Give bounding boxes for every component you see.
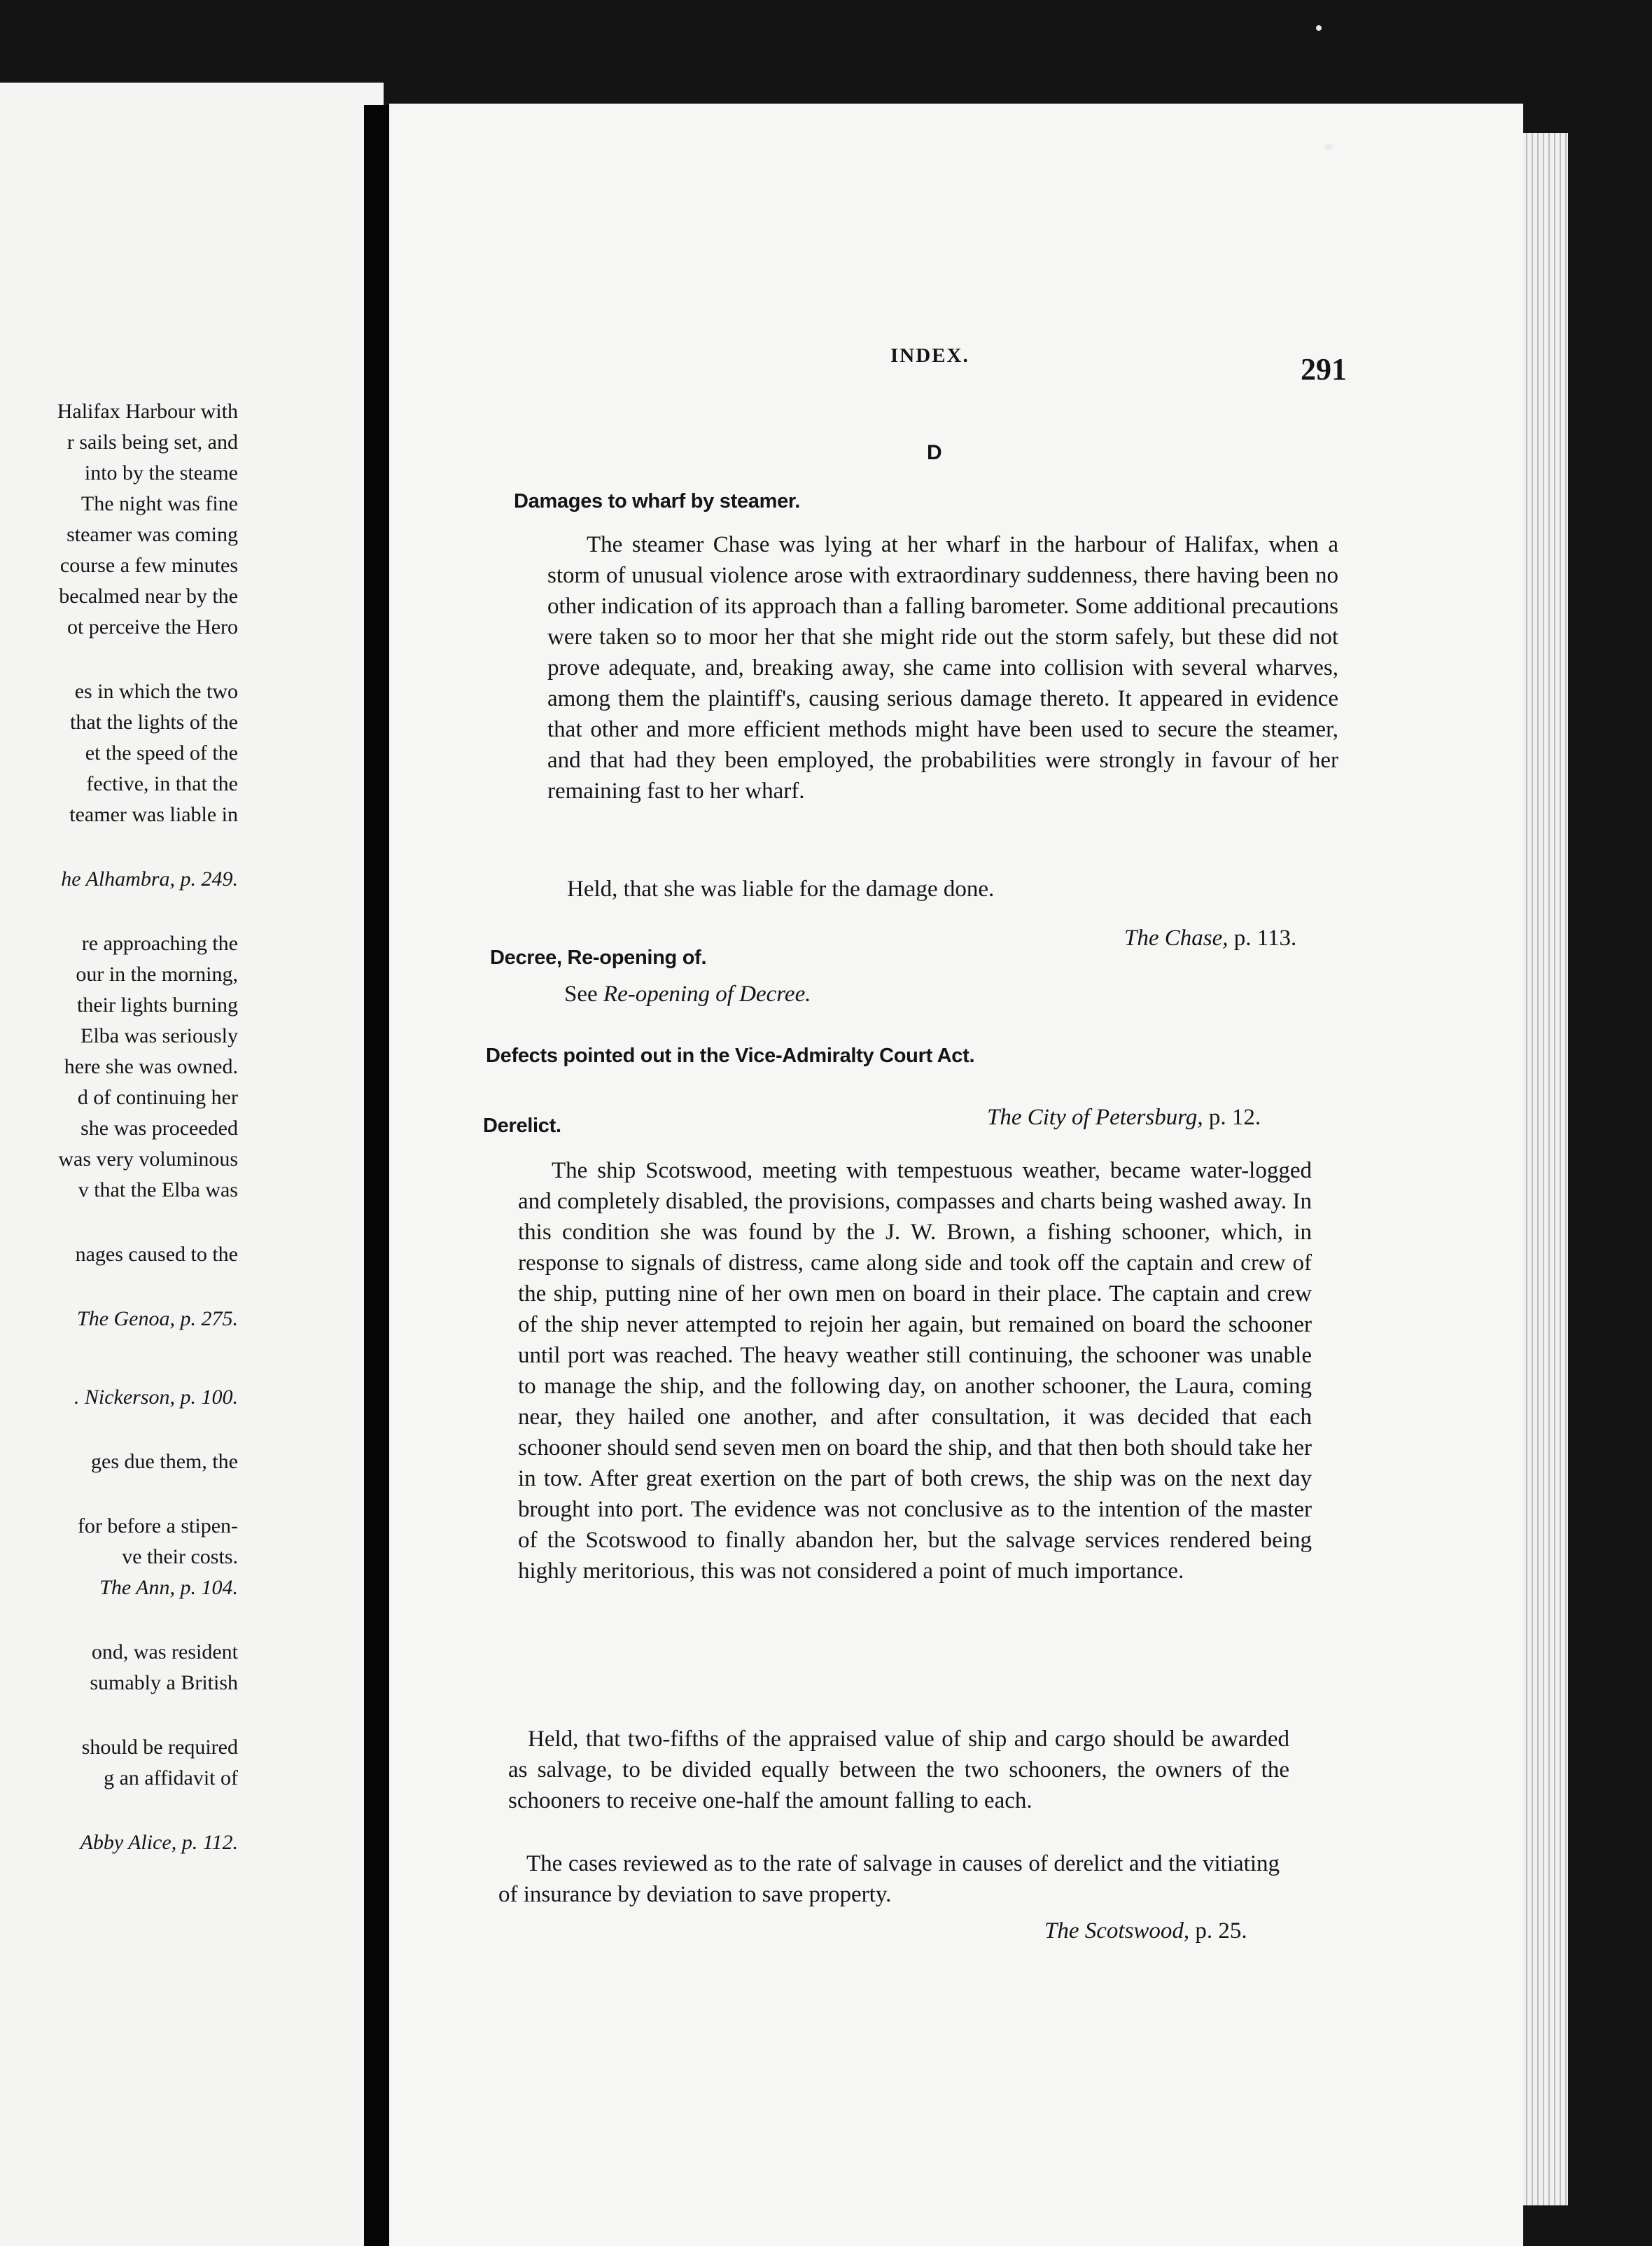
left-line: ot perceive the Hero <box>66 615 238 639</box>
left-line: ges due them, the <box>91 1450 238 1473</box>
left-line: et the speed of the <box>85 741 238 765</box>
left-line: Abby Alice, p. 112. <box>80 1831 238 1854</box>
citation-page: p. 113. <box>1233 926 1297 951</box>
left-line: that the lights of the <box>70 711 238 734</box>
left-line: here she was owned. <box>64 1055 238 1078</box>
left-line: g an affidavit of <box>104 1766 238 1790</box>
citation-name: The City of Petersburg, <box>987 1105 1203 1130</box>
left-line: The night was fine <box>80 492 238 515</box>
entry-heading-damages: Damages to wharf by steamer. <box>514 490 801 512</box>
left-line: for before a stipen- <box>77 1514 238 1537</box>
left-line: es in which the two <box>74 680 238 703</box>
see-reference: Re-opening of Decree. <box>603 982 811 1007</box>
entry-held-damages: Held, that she was liable for the damage done. <box>567 877 995 902</box>
left-line: r sails being set, and <box>66 431 238 454</box>
left-line: ve their costs. <box>122 1545 238 1568</box>
left-line: into by the steame <box>84 461 238 484</box>
entry-held-derelict: Held, that two-fifths of the appraised value of ship and cargo should be awarded as salvage, to be divided equally between the two schooners, the owners of the schooners to receive one-half the amount falling to each. <box>508 1727 1289 1813</box>
entry-see-decree <box>564 979 811 1010</box>
left-line: re approaching the <box>81 932 238 955</box>
left-line: fective, in that the <box>86 772 238 795</box>
page-number: 291 <box>1301 352 1347 386</box>
left-line: The Genoa, p. 275. <box>77 1307 238 1330</box>
running-title: INDEX. <box>890 344 969 367</box>
left-line: d of continuing her <box>77 1086 238 1109</box>
left-line: should be required <box>81 1736 238 1759</box>
dust-speck <box>1324 144 1333 150</box>
left-line: was very voluminous <box>58 1148 238 1171</box>
citation-page: p. 12. <box>1208 1105 1261 1130</box>
entry-heading-defects: Defects pointed out in the Vice-Admiralty Court Act. <box>486 1045 975 1067</box>
citation-page: p. 25. <box>1195 1918 1247 1944</box>
left-line: . Nickerson, p. 100. <box>74 1386 238 1409</box>
entry-text-derelict: The ship Scotswood, meeting with tempestuous weather, became water-logged and completely disabled, the provisions, compasses and charts being washed away. In this condition she was found by the J. W. Brown, a fishing schooner, which, in response to signals of distress, came along side and took off the captain and crew of the ship, putting nine of her own men on board in their place. The captain and crew of the ship never attempted to rejoin her again, but remained on board the schooner until port was reached. The heavy weather still continuing, the schooner was unable to manage the ship, and the following day, on another schooner, the Laura, coming near, they hailed one another, and after consultation, it was decided that each schooner should send seven men on board the ship, and that then both should take her in tow. After great exertion on the part of both crews, the ship was on the next day brought into port. The evidence was not conclusive as to the intention of the master of the Scotswood to finally abandon her, but the salvage services rendered being highly meritorious, this was not considered a point of much importance. <box>518 1158 1312 1584</box>
left-line: Elba was seriously <box>80 1024 238 1047</box>
left-line: their lights burning <box>77 993 238 1017</box>
citation-scotswood <box>1044 1918 1247 1944</box>
entry-heading-decree: Decree, Re-opening of. <box>490 947 707 969</box>
left-line: he Alhambra, p. 249. <box>61 867 238 891</box>
citation-name: The Chase, <box>1124 926 1228 951</box>
citation-petersburg <box>987 1105 1261 1131</box>
entry-heading-derelict: Derelict. <box>483 1115 561 1137</box>
left-line: our in the morning, <box>76 963 238 986</box>
left-line: teamer was liable in <box>69 803 238 826</box>
citation-name: The Scotswood, <box>1044 1918 1190 1944</box>
left-line: becalmed near by the <box>59 585 238 608</box>
left-page <box>0 83 384 2246</box>
left-page-text <box>0 396 238 1858</box>
left-line: she was proceeded <box>80 1117 238 1140</box>
left-line: ond, was resident <box>91 1640 238 1663</box>
entry-reviewed-derelict: The cases reviewed as to the rate of salvage in causes of derelict and the vitiating of insurance by deviation to save property. <box>498 1851 1280 1907</box>
left-line: nages caused to the <box>75 1243 238 1266</box>
left-line: course a few minutes <box>59 554 238 577</box>
see-label: See <box>564 982 598 1007</box>
left-line: v that the Elba was <box>78 1178 238 1201</box>
dust-speck <box>1316 25 1322 31</box>
left-line: steamer was coming <box>66 523 238 546</box>
entry-text-damages: The steamer Chase was lying at her wharf in the harbour of Halifax, when a storm of unusual violence arose with extraordinary suddenness, there having been no other indication of its approach than a falling barometer. Some additional precautions were taken so to moor her that she might ride out the storm safely, but these did not prove adequate, and, breaking away, she came into collision with several wharves, among them the plaintiff's, causing serious damage thereto. It appeared in evidence that other and more efficient methods might have been used to secure the steamer, and that had they been employed, the probabilities were strongly in favour of her remaining fast to her wharf. <box>547 532 1338 804</box>
left-line: sumably a British <box>90 1671 238 1694</box>
section-letter: D <box>927 441 942 464</box>
left-line: Halifax Harbour with <box>57 400 238 423</box>
citation-chase <box>1124 926 1296 951</box>
left-line: The Ann, p. 104. <box>99 1576 238 1599</box>
